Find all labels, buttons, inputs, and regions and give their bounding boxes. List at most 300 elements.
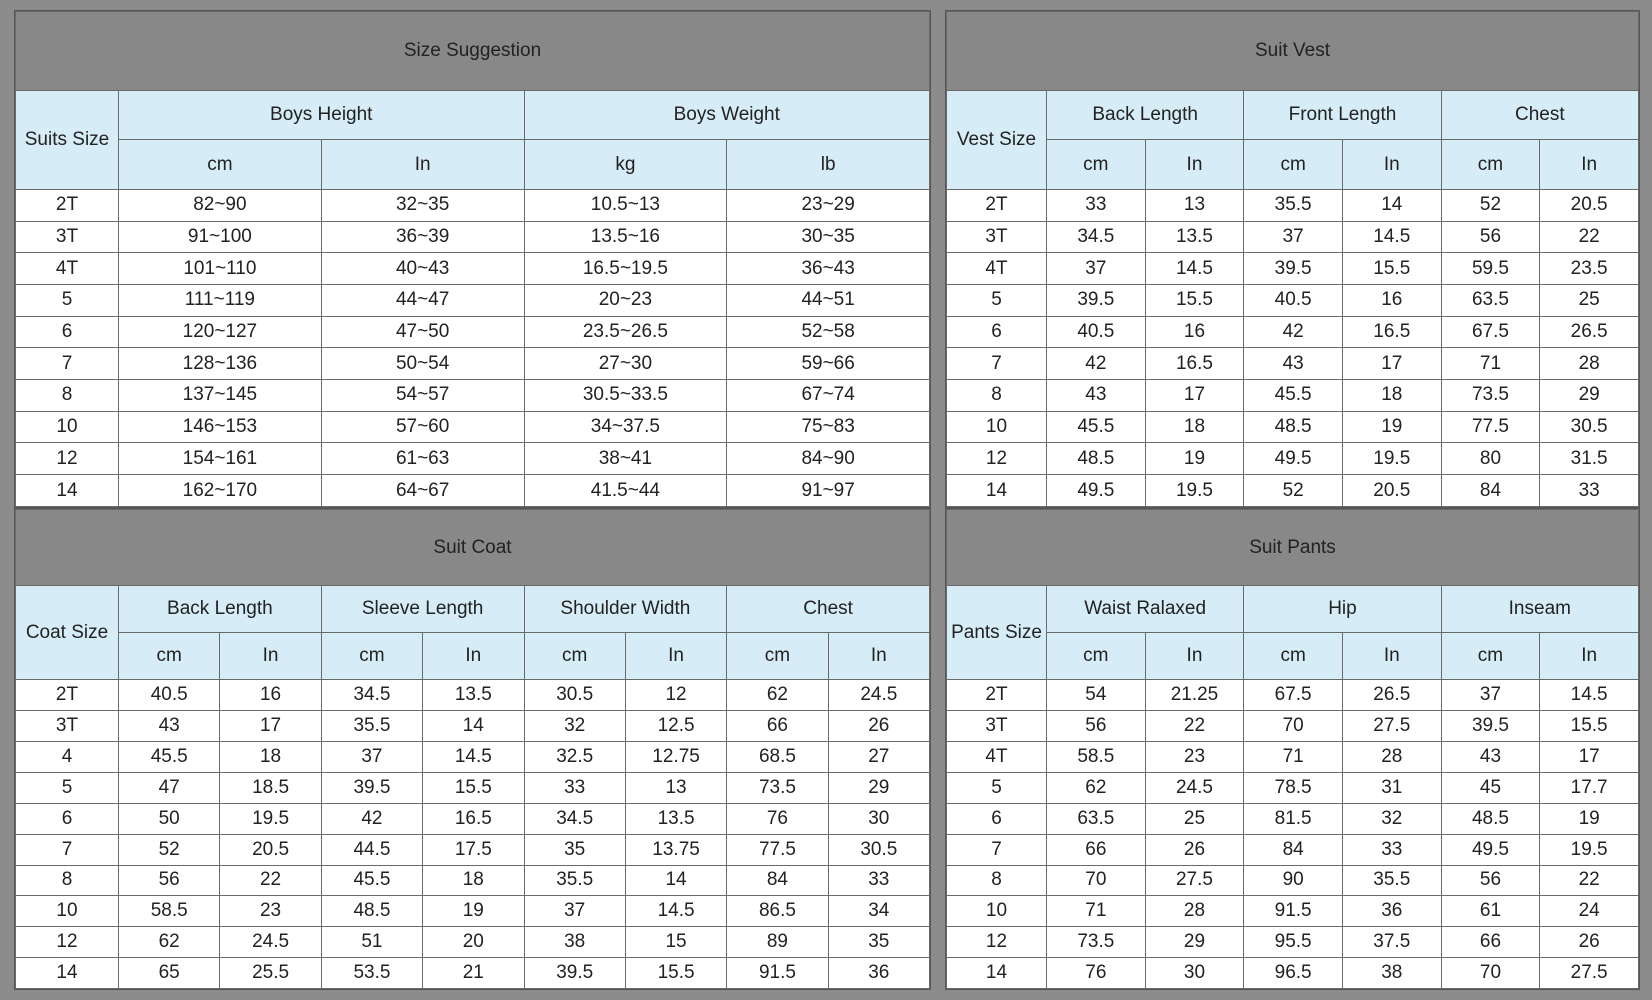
value-cell: 25.5 — [220, 958, 321, 989]
table-row — [947, 958, 1639, 989]
value-cell: 68.5 — [727, 742, 828, 773]
value-cell: 86.5 — [727, 896, 828, 927]
vest-size-header: Vest Size — [947, 90, 1047, 189]
value-cell: 30~35 — [727, 221, 930, 253]
table-row — [16, 316, 930, 348]
value-cell: 31.5 — [1540, 443, 1639, 475]
value-cell: 21 — [423, 958, 524, 989]
value-cell: 13.5 — [423, 680, 524, 711]
value-cell: 45.5 — [321, 865, 422, 896]
value-cell: 52~58 — [727, 316, 930, 348]
value-cell: 35 — [524, 834, 625, 865]
size-cell: 10 — [947, 411, 1047, 443]
value-cell: 23 — [220, 896, 321, 927]
value-cell: 16.5 — [423, 803, 524, 834]
value-cell: 62 — [727, 680, 828, 711]
value-cell: 29 — [828, 772, 929, 803]
value-cell: 13 — [1145, 189, 1244, 221]
table-row — [947, 927, 1639, 958]
value-cell: 73.5 — [727, 772, 828, 803]
value-cell: 27.5 — [1145, 865, 1244, 896]
unit-header: kg — [524, 140, 727, 190]
size-cell: 10 — [16, 896, 119, 927]
size-cell: 12 — [16, 443, 119, 475]
size-cell: 8 — [947, 380, 1047, 412]
value-cell: 35.5 — [321, 711, 422, 742]
value-cell: 91~97 — [727, 475, 930, 507]
unit-header: In — [321, 140, 524, 190]
value-cell: 32~35 — [321, 189, 524, 221]
size-cell: 7 — [16, 834, 119, 865]
size-cell: 3T — [16, 711, 119, 742]
table-row — [16, 834, 930, 865]
table-row — [16, 711, 930, 742]
value-cell: 17 — [1540, 742, 1639, 773]
value-cell: 59.5 — [1441, 253, 1540, 285]
value-cell: 111~119 — [119, 284, 322, 316]
value-cell: 23 — [1145, 742, 1244, 773]
value-cell: 39.5 — [1244, 253, 1343, 285]
value-cell: 14.5 — [423, 742, 524, 773]
value-cell: 20~23 — [524, 284, 727, 316]
value-cell: 81.5 — [1244, 803, 1343, 834]
value-cell: 73.5 — [1441, 380, 1540, 412]
value-cell: 40.5 — [1047, 316, 1146, 348]
unit-header: cm — [119, 140, 322, 190]
value-cell: 48.5 — [321, 896, 422, 927]
value-cell: 14.5 — [1342, 221, 1441, 253]
value-cell: 37 — [321, 742, 422, 773]
value-cell: 17 — [1342, 348, 1441, 380]
value-cell: 26.5 — [1540, 316, 1639, 348]
size-cell: 4T — [947, 742, 1047, 773]
table-row — [16, 927, 930, 958]
table-row — [16, 253, 930, 285]
value-cell: 76 — [1047, 958, 1146, 989]
value-cell: 34.5 — [321, 680, 422, 711]
table-row — [947, 742, 1639, 773]
size-cell: 14 — [947, 475, 1047, 507]
value-cell: 16.5 — [1342, 316, 1441, 348]
value-cell: 38~41 — [524, 443, 727, 475]
hip-header: Hip — [1244, 586, 1441, 633]
size-cell: 14 — [16, 475, 119, 507]
value-cell: 23.5 — [1540, 253, 1639, 285]
unit-header: cm — [1047, 140, 1146, 190]
value-cell: 17 — [1145, 380, 1244, 412]
size-cell: 4T — [16, 253, 119, 285]
value-cell: 39.5 — [1441, 711, 1540, 742]
value-cell: 23~29 — [727, 189, 930, 221]
unit-header: cm — [1244, 140, 1343, 190]
value-cell: 37.5 — [1342, 927, 1441, 958]
value-cell: 12.5 — [625, 711, 726, 742]
value-cell: 19.5 — [1145, 475, 1244, 507]
unit-header: cm — [524, 633, 625, 680]
value-cell: 50~54 — [321, 348, 524, 380]
value-cell: 16 — [220, 680, 321, 711]
value-cell: 82~90 — [119, 189, 322, 221]
value-cell: 32 — [524, 711, 625, 742]
table-row — [16, 443, 930, 475]
front-length-header: Front Length — [1244, 90, 1441, 140]
value-cell: 91~100 — [119, 221, 322, 253]
value-cell: 39.5 — [524, 958, 625, 989]
table-row — [16, 772, 930, 803]
unit-header: cm — [1441, 140, 1540, 190]
value-cell: 16 — [1342, 284, 1441, 316]
unit-header: cm — [1441, 633, 1540, 680]
table-row — [16, 742, 930, 773]
value-cell: 12 — [625, 680, 726, 711]
value-cell: 20.5 — [1342, 475, 1441, 507]
value-cell: 19 — [423, 896, 524, 927]
value-cell: 63.5 — [1441, 284, 1540, 316]
unit-header: In — [625, 633, 726, 680]
value-cell: 19 — [1342, 411, 1441, 443]
size-cell: 4T — [947, 253, 1047, 285]
table-row — [947, 865, 1639, 896]
value-cell: 36~43 — [727, 253, 930, 285]
size-cell: 12 — [947, 927, 1047, 958]
value-cell: 53.5 — [321, 958, 422, 989]
value-cell: 19.5 — [1342, 443, 1441, 475]
coat-size-header: Coat Size — [16, 586, 119, 680]
value-cell: 146~153 — [119, 411, 322, 443]
value-cell: 51 — [321, 927, 422, 958]
unit-header: In — [1145, 633, 1244, 680]
size-cell: 3T — [947, 221, 1047, 253]
table-row — [16, 475, 930, 507]
unit-header: cm — [1244, 633, 1343, 680]
value-cell: 42 — [1047, 348, 1146, 380]
table-row — [947, 803, 1639, 834]
suit-pants-table — [946, 509, 1639, 989]
value-cell: 43 — [1441, 742, 1540, 773]
value-cell: 80 — [1441, 443, 1540, 475]
value-cell: 18 — [423, 865, 524, 896]
value-cell: 95.5 — [1244, 927, 1343, 958]
value-cell: 18.5 — [220, 772, 321, 803]
table-row — [947, 348, 1639, 380]
suit-pants-title: Suit Pants — [947, 510, 1639, 586]
value-cell: 128~136 — [119, 348, 322, 380]
value-cell: 30 — [1145, 958, 1244, 989]
value-cell: 14 — [625, 865, 726, 896]
value-cell: 24.5 — [828, 680, 929, 711]
suits-size-header: Suits Size — [16, 90, 119, 189]
sleeve-length-header: Sleeve Length — [321, 586, 524, 633]
boys-weight-header: Boys Weight — [524, 90, 930, 140]
table-row — [947, 475, 1639, 507]
value-cell: 34~37.5 — [524, 411, 727, 443]
value-cell: 39.5 — [321, 772, 422, 803]
value-cell: 62 — [119, 927, 220, 958]
value-cell: 56 — [1441, 865, 1540, 896]
value-cell: 84 — [727, 865, 828, 896]
value-cell: 32 — [1342, 803, 1441, 834]
value-cell: 56 — [1047, 711, 1146, 742]
value-cell: 13.5~16 — [524, 221, 727, 253]
table-row — [16, 958, 930, 989]
size-cell: 14 — [947, 958, 1047, 989]
size-cell: 3T — [16, 221, 119, 253]
value-cell: 90 — [1244, 865, 1343, 896]
value-cell: 27 — [828, 742, 929, 773]
value-cell: 13 — [625, 772, 726, 803]
size-cell: 5 — [16, 772, 119, 803]
value-cell: 70 — [1441, 958, 1540, 989]
table-row — [16, 803, 930, 834]
value-cell: 30.5 — [524, 680, 625, 711]
value-cell: 89 — [727, 927, 828, 958]
value-cell: 36 — [1342, 896, 1441, 927]
value-cell: 17 — [220, 711, 321, 742]
value-cell: 26 — [1540, 927, 1639, 958]
table-row — [947, 772, 1639, 803]
unit-header: cm — [321, 633, 422, 680]
value-cell: 71 — [1244, 742, 1343, 773]
value-cell: 45.5 — [119, 742, 220, 773]
unit-header: cm — [727, 633, 828, 680]
value-cell: 28 — [1540, 348, 1639, 380]
unit-header: In — [1342, 140, 1441, 190]
value-cell: 30.5~33.5 — [524, 380, 727, 412]
size-cell: 2T — [947, 189, 1047, 221]
unit-header: In — [1540, 633, 1639, 680]
value-cell: 25 — [1540, 284, 1639, 316]
value-cell: 35 — [828, 927, 929, 958]
table-row — [947, 834, 1639, 865]
value-cell: 26 — [828, 711, 929, 742]
unit-header: lb — [727, 140, 930, 190]
value-cell: 23.5~26.5 — [524, 316, 727, 348]
value-cell: 13.5 — [625, 803, 726, 834]
value-cell: 24.5 — [1145, 772, 1244, 803]
value-cell: 48.5 — [1244, 411, 1343, 443]
value-cell: 19.5 — [220, 803, 321, 834]
value-cell: 33 — [1342, 834, 1441, 865]
value-cell: 71 — [1441, 348, 1540, 380]
table-row — [16, 348, 930, 380]
value-cell: 19 — [1145, 443, 1244, 475]
value-cell: 44~47 — [321, 284, 524, 316]
value-cell: 19.5 — [1540, 834, 1639, 865]
boys-height-header: Boys Height — [119, 90, 525, 140]
value-cell: 49.5 — [1047, 475, 1146, 507]
value-cell: 22 — [1145, 711, 1244, 742]
value-cell: 96.5 — [1244, 958, 1343, 989]
value-cell: 33 — [524, 772, 625, 803]
value-cell: 42 — [1244, 316, 1343, 348]
size-cell: 12 — [16, 927, 119, 958]
size-cell: 12 — [947, 443, 1047, 475]
value-cell: 14.5 — [1540, 680, 1639, 711]
unit-header: In — [1540, 140, 1639, 190]
value-cell: 33 — [828, 865, 929, 896]
table-row — [947, 896, 1639, 927]
size-cell: 10 — [16, 411, 119, 443]
table-row — [16, 189, 930, 221]
value-cell: 56 — [119, 865, 220, 896]
value-cell: 30.5 — [828, 834, 929, 865]
value-cell: 37 — [1047, 253, 1146, 285]
value-cell: 44.5 — [321, 834, 422, 865]
table-row — [947, 189, 1639, 221]
value-cell: 14 — [423, 711, 524, 742]
size-cell: 10 — [947, 896, 1047, 927]
value-cell: 48.5 — [1047, 443, 1146, 475]
size-cell: 3T — [947, 711, 1047, 742]
value-cell: 13.5 — [1145, 221, 1244, 253]
unit-header: cm — [119, 633, 220, 680]
size-cell: 4 — [16, 742, 119, 773]
value-cell: 15.5 — [1145, 284, 1244, 316]
table-row — [16, 380, 930, 412]
value-cell: 35.5 — [1244, 189, 1343, 221]
value-cell: 162~170 — [119, 475, 322, 507]
table-row — [16, 896, 930, 927]
value-cell: 15.5 — [625, 958, 726, 989]
value-cell: 27~30 — [524, 348, 727, 380]
value-cell: 36 — [828, 958, 929, 989]
value-cell: 36~39 — [321, 221, 524, 253]
value-cell: 28 — [1145, 896, 1244, 927]
value-cell: 29 — [1145, 927, 1244, 958]
size-cell: 8 — [16, 380, 119, 412]
size-cell: 5 — [947, 284, 1047, 316]
table-row — [16, 680, 930, 711]
suit-vest-title: Suit Vest — [947, 12, 1639, 91]
value-cell: 33 — [1540, 475, 1639, 507]
value-cell: 41.5~44 — [524, 475, 727, 507]
value-cell: 50 — [119, 803, 220, 834]
value-cell: 154~161 — [119, 443, 322, 475]
value-cell: 58.5 — [119, 896, 220, 927]
size-cell: 7 — [947, 348, 1047, 380]
value-cell: 32.5 — [524, 742, 625, 773]
value-cell: 40.5 — [1244, 284, 1343, 316]
value-cell: 18 — [1342, 380, 1441, 412]
unit-header: In — [423, 633, 524, 680]
size-cell: 5 — [16, 284, 119, 316]
value-cell: 52 — [1244, 475, 1343, 507]
value-cell: 21.25 — [1145, 680, 1244, 711]
value-cell: 62 — [1047, 772, 1146, 803]
value-cell: 26.5 — [1342, 680, 1441, 711]
size-cell: 2T — [16, 189, 119, 221]
value-cell: 54 — [1047, 680, 1146, 711]
value-cell: 66 — [1441, 927, 1540, 958]
value-cell: 40.5 — [119, 680, 220, 711]
value-cell: 84 — [1441, 475, 1540, 507]
value-cell: 18 — [1145, 411, 1244, 443]
value-cell: 78.5 — [1244, 772, 1343, 803]
value-cell: 31 — [1342, 772, 1441, 803]
suit-vest-table — [946, 11, 1639, 507]
unit-header: In — [220, 633, 321, 680]
value-cell: 34.5 — [524, 803, 625, 834]
size-cell: 7 — [947, 834, 1047, 865]
value-cell: 37 — [524, 896, 625, 927]
table-row — [947, 711, 1639, 742]
suit-pants-panel — [945, 508, 1640, 990]
value-cell: 44~51 — [727, 284, 930, 316]
value-cell: 70 — [1047, 865, 1146, 896]
value-cell: 73.5 — [1047, 927, 1146, 958]
table-row — [947, 380, 1639, 412]
table-row — [16, 865, 930, 896]
size-cell: 2T — [16, 680, 119, 711]
value-cell: 17.7 — [1540, 772, 1639, 803]
value-cell: 39.5 — [1047, 284, 1146, 316]
suit-coat-panel — [14, 508, 931, 990]
value-cell: 64~67 — [321, 475, 524, 507]
value-cell: 76 — [727, 803, 828, 834]
value-cell: 45 — [1441, 772, 1540, 803]
value-cell: 67~74 — [727, 380, 930, 412]
value-cell: 67.5 — [1441, 316, 1540, 348]
value-cell: 15.5 — [1342, 253, 1441, 285]
table-row — [947, 316, 1639, 348]
inseam-header: Inseam — [1441, 586, 1638, 633]
value-cell: 10.5~13 — [524, 189, 727, 221]
value-cell: 12.75 — [625, 742, 726, 773]
value-cell: 19 — [1540, 803, 1639, 834]
size-cell: 2T — [947, 680, 1047, 711]
value-cell: 56 — [1441, 221, 1540, 253]
table-row — [16, 411, 930, 443]
table-row — [16, 284, 930, 316]
value-cell: 24.5 — [220, 927, 321, 958]
value-cell: 25 — [1145, 803, 1244, 834]
shoulder-width-header: Shoulder Width — [524, 586, 727, 633]
size-suggestion-title: Size Suggestion — [16, 12, 930, 91]
suit-coat-table — [15, 509, 930, 989]
value-cell: 71 — [1047, 896, 1146, 927]
unit-header: In — [1145, 140, 1244, 190]
value-cell: 37 — [1244, 221, 1343, 253]
value-cell: 40~43 — [321, 253, 524, 285]
suit-coat-title: Suit Coat — [16, 510, 930, 586]
unit-header: cm — [1047, 633, 1146, 680]
value-cell: 91.5 — [727, 958, 828, 989]
value-cell: 52 — [1441, 189, 1540, 221]
value-cell: 29 — [1540, 380, 1639, 412]
value-cell: 101~110 — [119, 253, 322, 285]
value-cell: 33 — [1047, 189, 1146, 221]
value-cell: 14 — [1342, 189, 1441, 221]
value-cell: 67.5 — [1244, 680, 1343, 711]
value-cell: 47~50 — [321, 316, 524, 348]
value-cell: 54~57 — [321, 380, 524, 412]
value-cell: 52 — [119, 834, 220, 865]
value-cell: 22 — [1540, 221, 1639, 253]
value-cell: 66 — [1047, 834, 1146, 865]
value-cell: 22 — [220, 865, 321, 896]
value-cell: 30.5 — [1540, 411, 1639, 443]
value-cell: 14.5 — [625, 896, 726, 927]
value-cell: 16.5 — [1145, 348, 1244, 380]
value-cell: 77.5 — [1441, 411, 1540, 443]
value-cell: 14.5 — [1145, 253, 1244, 285]
value-cell: 26 — [1145, 834, 1244, 865]
value-cell: 48.5 — [1441, 803, 1540, 834]
value-cell: 70 — [1244, 711, 1343, 742]
size-cell: 7 — [16, 348, 119, 380]
value-cell: 35.5 — [524, 865, 625, 896]
unit-header: In — [1342, 633, 1441, 680]
